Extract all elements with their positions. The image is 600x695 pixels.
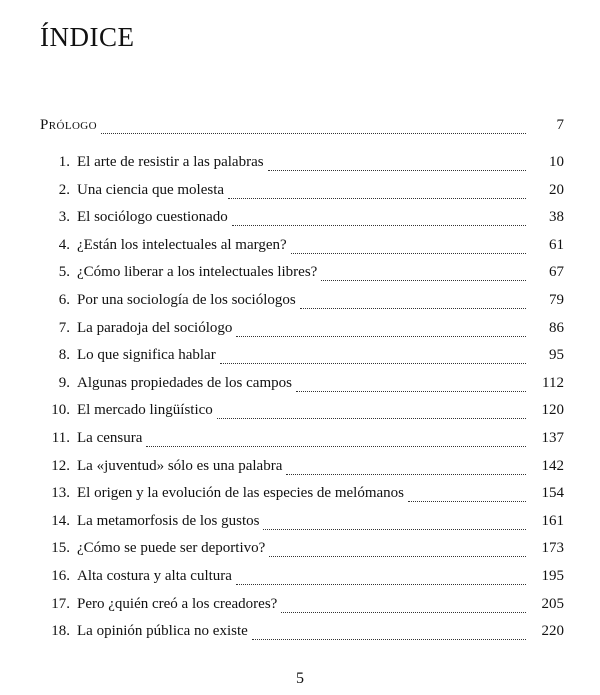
page-number: 5 (296, 670, 304, 687)
toc-entry-number: 15. (51, 540, 70, 557)
toc-entry-page: 142 (541, 457, 564, 474)
toc-entry-page: 95 (549, 347, 564, 364)
toc-entry-title: La metamorfosis de los gustos (77, 512, 260, 529)
toc-entry (40, 485, 564, 507)
toc-entry-title: El mercado lingüístico (77, 402, 213, 419)
toc-entry-page: 205 (541, 595, 564, 612)
toc-entry-title: Alta costura y alta cultura (77, 568, 232, 584)
toc-entry-title: La «juventud» sólo es una palabra (77, 457, 283, 474)
toc-entry-number: 6. (58, 292, 70, 308)
toc-entry-title: Prólogo (40, 117, 97, 133)
dot-leader (300, 308, 526, 309)
toc-entry-title: La paradoja del sociólogo (77, 319, 233, 336)
toc-entry-title: El arte de resistir a las palabras (77, 154, 264, 170)
toc-entry (40, 402, 564, 424)
toc-entry-title: ¿Cómo liberar a los intelectuales libres? (77, 264, 318, 281)
toc-entry (40, 237, 564, 259)
dot-leader (263, 529, 526, 530)
toc-entry-number: 14. (51, 512, 70, 529)
toc-entry-number: 2. (58, 181, 70, 198)
toc-entry (40, 430, 564, 452)
toc-entry-number: 18. (51, 623, 70, 640)
toc-entry-title: La opinión pública no existe (77, 623, 248, 640)
toc-entry (40, 292, 564, 314)
page-title: ÍNDICE (40, 22, 135, 52)
dot-leader (281, 612, 526, 613)
dot-leader (296, 391, 526, 392)
dot-leader (236, 584, 526, 585)
dot-leader (291, 253, 526, 254)
toc-entry (40, 375, 564, 397)
dot-leader (146, 446, 526, 447)
toc-entry-number: 12. (51, 457, 70, 474)
toc-entry-page: 173 (541, 540, 564, 557)
toc-entry (40, 596, 564, 618)
toc-entry-number: 16. (51, 568, 70, 584)
toc-entry-title: Lo que significa hablar (77, 347, 216, 364)
toc-entry-number: 3. (58, 209, 70, 226)
toc-entry (40, 513, 564, 535)
toc-entry-page: 86 (549, 319, 564, 336)
toc-entry-prologue (40, 117, 564, 139)
dot-leader (232, 225, 526, 226)
toc-entry-title: Algunas propiedades de los campos (77, 374, 292, 391)
dot-leader (408, 501, 526, 502)
toc-entry-page: 195 (541, 568, 564, 584)
toc-entry-number: 5. (58, 264, 70, 281)
dot-leader (101, 133, 526, 134)
dot-leader (217, 418, 526, 419)
toc-entry-page: 112 (542, 374, 564, 391)
toc-entry (40, 264, 564, 286)
dot-leader (220, 363, 526, 364)
toc-entry-page: 61 (549, 236, 564, 253)
dot-leader (228, 198, 526, 199)
toc-entry-number: 4. (58, 236, 70, 253)
toc-entry (40, 458, 564, 480)
toc-entry-page: 79 (549, 292, 564, 308)
toc-entry-page: 220 (541, 623, 564, 640)
dot-leader (236, 336, 526, 337)
toc-entry-number: 8. (58, 347, 70, 364)
toc-entry (40, 182, 564, 204)
toc-entry-number: 11. (51, 430, 70, 446)
toc-entry-page: 137 (541, 430, 564, 446)
toc-entry (40, 540, 564, 562)
dot-leader (269, 556, 526, 557)
toc-entry-title: El sociólogo cuestionado (77, 209, 228, 226)
toc-entry-title: ¿Cómo se puede ser deportivo? (77, 540, 266, 557)
toc-entry (40, 320, 564, 342)
toc-entry-page: 10 (549, 154, 564, 170)
toc-entry-number: 17. (51, 595, 70, 612)
toc-entry-page: 154 (541, 485, 564, 502)
toc-entry-number: 9. (58, 374, 70, 391)
toc-entry (40, 623, 564, 645)
toc-entry-page: 161 (541, 512, 564, 529)
toc-entry-page: 38 (549, 209, 564, 226)
toc-entry-page: 120 (541, 402, 564, 419)
toc-entry-title: La censura (77, 430, 143, 446)
toc-entry-number: 7. (58, 319, 70, 336)
toc-entry-title: Por una sociología de los sociólogos (77, 292, 296, 308)
toc-entry-page: 7 (556, 117, 564, 133)
toc-entry-page: 20 (549, 181, 564, 198)
dot-leader (321, 280, 526, 281)
dot-leader (252, 639, 526, 640)
toc-entry-page: 67 (549, 264, 564, 281)
toc-entry-number: 13. (51, 485, 70, 502)
dot-leader (286, 474, 526, 475)
toc-entry (40, 347, 564, 369)
toc-entry (40, 568, 564, 590)
toc-entry-title: Una ciencia que molesta (77, 181, 225, 198)
toc-entry-title: ¿Están los intelectuales al margen? (77, 236, 287, 253)
toc-entry-number: 1. (58, 154, 70, 170)
dot-leader (268, 170, 526, 171)
toc-entry (40, 209, 564, 231)
toc-entry-number: 10. (51, 402, 70, 419)
toc-entry-title: Pero ¿quién creó a los creadores? (77, 595, 278, 612)
toc-entry (40, 154, 564, 176)
toc-entry-title: El origen y la evolución de las especies de melómanos (77, 485, 404, 502)
